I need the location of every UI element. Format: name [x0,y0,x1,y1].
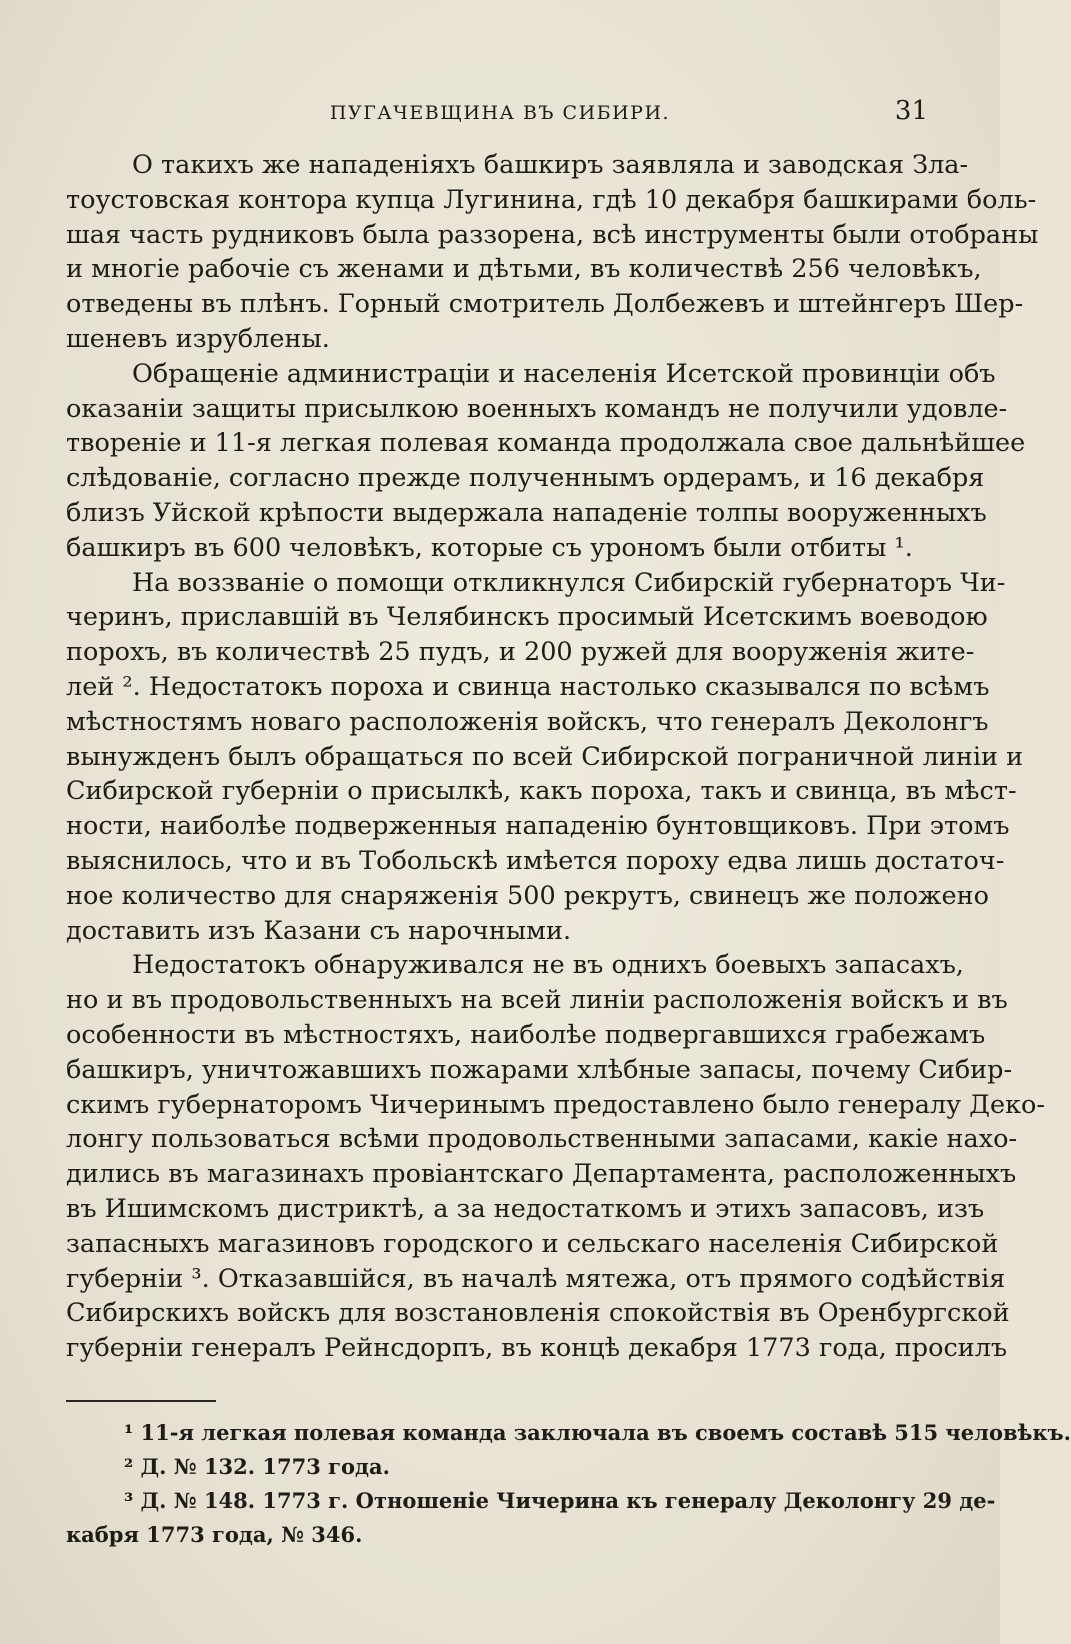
text-line: но и въ продовольственныхъ на всей линіи расположенія войскъ и въ [66,985,1008,1016]
text-line: близъ Уйской крѣпости выдержала нападеніе толпы вооруженныхъ [66,497,987,528]
footnote-2: ² Д. № 132. 1773 года. [124,1454,390,1479]
paragraph-3 [66,566,1024,949]
text-line: лей ². Недостатокъ пороха и свинца настолько сказывался по всѣмъ [66,671,990,702]
text-line: порохъ, въ количествѣ 25 пудъ, и 200 ружей для вооруженія жите- [66,637,975,668]
text-line: и многіе рабочіе съ женами и дѣтьми, въ количествѣ 256 человѣкъ, [66,254,982,285]
page-number: 31 [894,96,928,126]
text-line: ное количество для снаряженія 500 рекрутъ, свинецъ же положено [66,880,989,911]
text-line: Сибирской губерніи о присылкѣ, какъ пороха, такъ и свинца, въ мѣст- [66,776,1017,807]
footnote-3-continuation: кабря 1773 года, № 346. [66,1522,363,1547]
text-line: губерніи генералъ Рейнсдорпъ, въ концѣ декабря 1773 года, просилъ [66,1333,1008,1364]
text-line: особенности въ мѣстностяхъ, наиболѣе подвергавшихся грабежамъ [66,1019,986,1050]
text-line: тоустовская контора купца Лугинина, гдѣ 10 декабря башкирами боль- [66,184,1037,215]
text-line: Обращеніе администраціи и населенія Исетской провинціи объ [132,358,996,389]
text-line: отведены въ плѣнъ. Горный смотритель Долбежевъ и штейнгеръ Шер- [66,289,1024,320]
text-line: скимъ губернаторомъ Чичеринымъ предоставлено было генералу Деко- [66,1089,1045,1120]
paragraph-4 [66,948,1045,1366]
text-line: вынужденъ былъ обращаться по всей Сибирской пограничной линіи и [66,741,1024,772]
text-line: твореніе и 11-я легкая полевая команда продолжала свое дальнѣйшее [66,428,1026,459]
text-line: дились въ магазинахъ провіантскаго Департамента, расположенныхъ [66,1159,1017,1190]
paragraph-1 [66,148,1039,357]
running-title: ПУГАЧЕВЩИНА ВЪ СИБИРИ. [329,102,671,124]
text-line: лонгу пользоваться всѣми продовольственными запасами, какіе нахо- [66,1124,1018,1155]
page-header [0,96,1000,130]
text-line: запасныхъ магазиновъ городского и сельскаго населенія Сибирской [66,1228,999,1259]
text-line: мѣстностямъ новаго расположенія войскъ, что генералъ Деколонгъ [66,706,989,737]
text-line: Недостатокъ обнаруживался не въ однихъ боевыхъ запасахъ, [132,950,964,981]
footnote-divider [66,1400,216,1402]
text-line: башкиръ, уничтожавшихъ пожарами хлѣбные запасы, почему Сибир- [66,1054,1013,1085]
text-line: башкиръ въ 600 человѣкъ, которые съ урономъ были отбиты ¹. [66,532,913,563]
footnote-1: ¹ 11-я легкая полевая команда заключала въ своемъ составѣ 515 человѣкъ. [124,1420,1071,1445]
text-line: слѣдованіе, согласно прежде полученнымъ ордерамъ, и 16 декабря [66,463,985,494]
paragraph-2 [66,357,1026,566]
text-line: оказаніи защиты присылкою военныхъ командъ не получили удовле- [66,393,1008,424]
text-line: выяснилось, что и въ Тобольскѣ имѣется пороху едва лишь достаточ- [66,845,1005,876]
text-line: губерніи ³. Отказавшійся, въ началѣ мятежа, отъ прямого содѣйствія [66,1263,1006,1294]
text-line: ности, наиболѣе подверженныя нападенію бунтовщиковъ. При этомъ [66,811,1010,842]
text-line: Сибирскихъ войскъ для возстановленія спокойствія въ Оренбургской [66,1298,1010,1329]
text-line: О такихъ же нападеніяхъ башкиръ заявляла и заводская Зла- [132,150,969,180]
text-line: въ Ишимскомъ дистриктѣ, а за недостаткомъ и этихъ запасовъ, изъ [66,1193,985,1224]
text-line: На воззваніе о помощи откликнулся Сибирскій губернаторъ Чи- [132,567,1006,598]
text-line: шая часть рудниковъ была раззорена, всѣ инструменты были отобраны [66,219,1039,250]
text-line: черинъ, приславшій въ Челябинскъ просимый Исетскимъ воеводою [66,602,988,633]
text-line: шеневъ изрублены. [66,323,330,354]
footnote-3: ³ Д. № 148. 1773 г. Отношеніе Чичерина къ генералу Деколонгу 29 де- [124,1488,996,1513]
footnotes [66,1416,1071,1552]
body-text [66,148,1045,1366]
text-line: доставить изъ Казани съ нарочными. [66,915,572,946]
